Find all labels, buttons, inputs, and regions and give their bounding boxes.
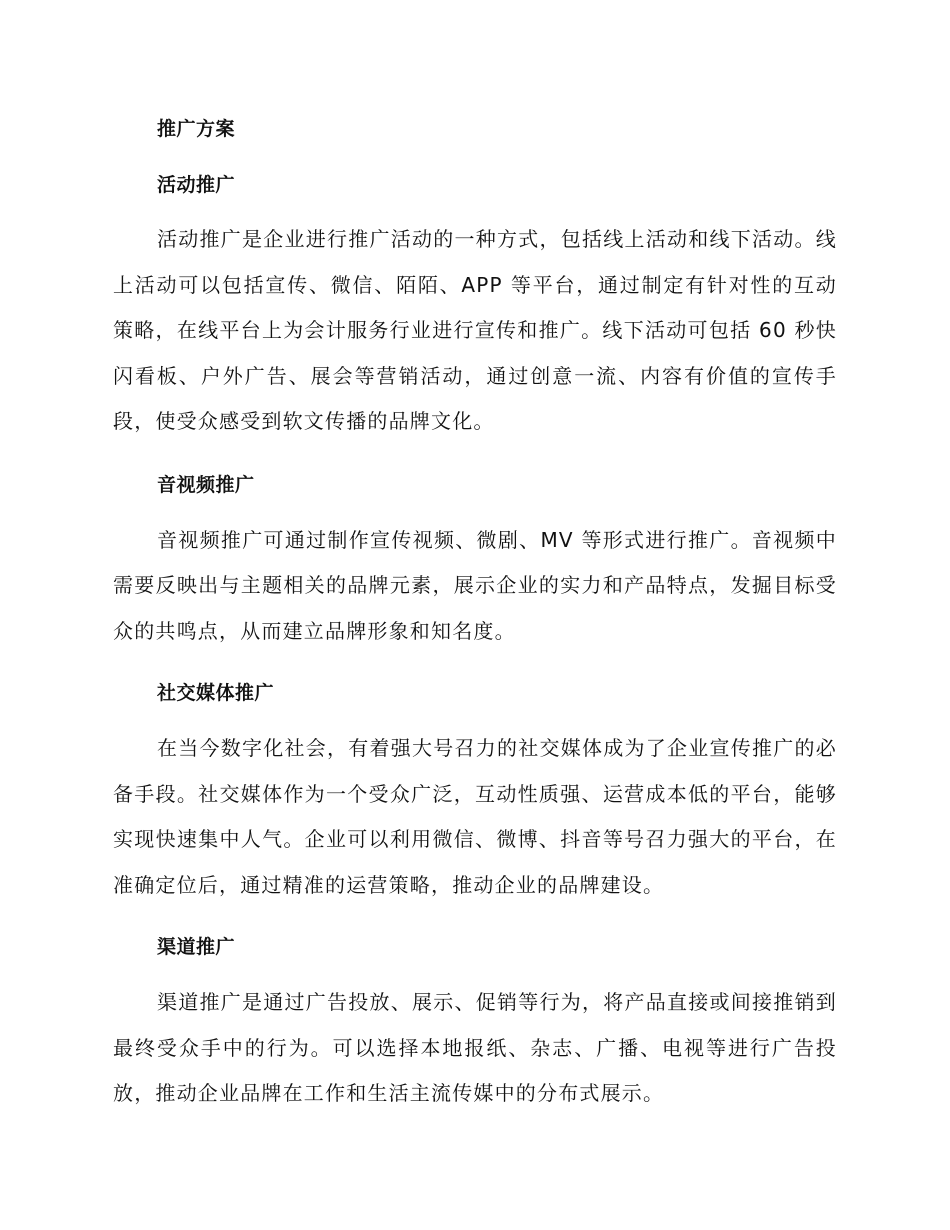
section-body-activity: 活动推广是企业进行推广活动的一种方式，包括线上活动和线下活动。线上活动可以包括宣传、微信、陌陌、APP 等平台，通过制定有针对性的互动策略，在线平台上为会计服务行业进行宣传和推广。线下活动可包括 60 秒快闪看板、户外广告、展会等营销活动，通过创意一流、内容有价值的宣传手段，使受众感受到软文传播的品牌文化。 bbox=[113, 227, 837, 433]
document-title: 推广方案 bbox=[157, 118, 236, 140]
section-heading-social-media: 社交媒体推广 bbox=[157, 682, 275, 704]
section-heading-audio-video: 音视频推广 bbox=[157, 473, 255, 496]
section-heading-channel: 渠道推广 bbox=[157, 936, 236, 958]
section-body-audio-video: 音视频推广可通过制作宣传视频、微剧、MV 等形式进行推广。音视频中需要反映出与主题相关的品牌元素，展示企业的实力和产品特点，发掘目标受众的共鸣点，从而建立品牌形象和知名度。 bbox=[113, 527, 837, 643]
document-content bbox=[113, 112, 837, 1117]
section-heading-activity: 活动推广 bbox=[157, 174, 236, 196]
section-body-social-media: 在当今数字化社会，有着强大号召力的社交媒体成为了企业宣传推广的必备手段。社交媒体作为一个受众广泛，互动性质强、运营成本低的平台，能够实现快速集中人气。企业可以利用微信、微博、抖音等号召力强大的平台，在准确定位后，通过精准的运营策略，推动企业的品牌建设。 bbox=[113, 736, 837, 897]
section-body-channel: 渠道推广是通过广告投放、展示、促销等行为，将产品直接或间接推销到最终受众手中的行为。可以选择本地报纸、杂志、广播、电视等进行广告投放，推动企业品牌在工作和生活主流传媒中的分布式展示。 bbox=[113, 990, 837, 1105]
